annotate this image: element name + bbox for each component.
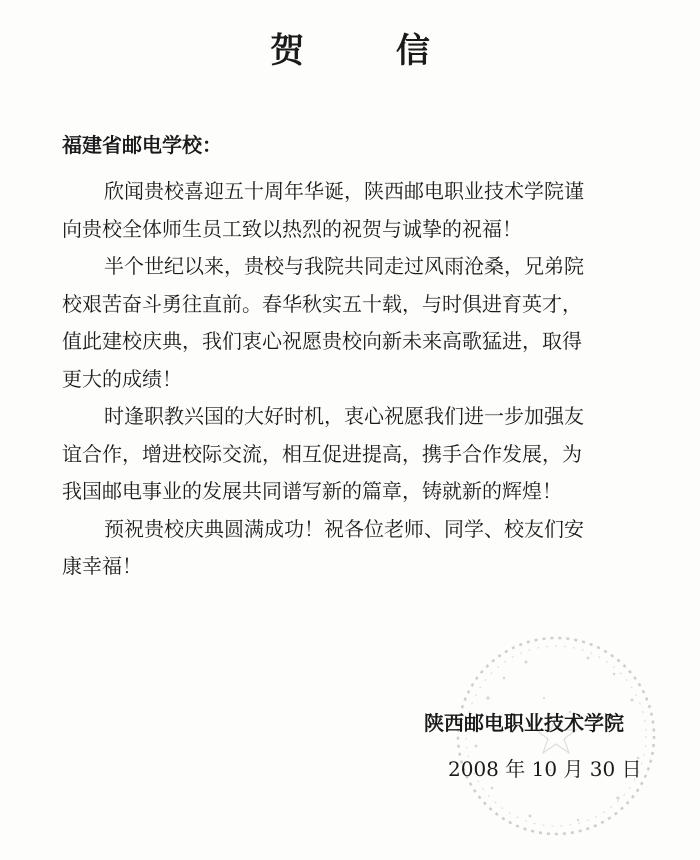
letter-title: 贺 信 xyxy=(270,31,470,71)
paragraph-line: 我国邮电事业的发展共同谱写新的篇章，铸就新的辉煌！ xyxy=(62,479,562,503)
signature-date: 2008 年 10 月 30 日 xyxy=(448,757,642,781)
paragraph-line: 谊合作，增进校际交流，相互促进提高，携手合作发展，为 xyxy=(62,441,582,466)
paragraph-line: 时逢职教兴国的大好时机，衷心祝愿我们进一步加强友 xyxy=(104,404,584,428)
paragraph-1 xyxy=(62,173,672,248)
paragraph-line: 半个世纪以来，贵校与我院共同走过风雨沧桑，兄弟院 xyxy=(104,254,584,278)
paragraph-2 xyxy=(62,248,672,398)
paragraph-line: 欣闻贵校喜迎五十周年华诞，陕西邮电职业技术学院谨 xyxy=(104,179,584,203)
paragraph-3 xyxy=(62,398,672,511)
paragraph-line: 更大的成绩！ xyxy=(62,366,182,391)
salutation: 福建省邮电学校： xyxy=(62,133,222,157)
letter-body xyxy=(62,173,672,586)
paragraph-line: 向贵校全体师生员工致以热烈的祝贺与诚挚的祝福！ xyxy=(62,216,522,241)
paragraph-4 xyxy=(62,511,672,586)
paragraph-line: 校艰苦奋斗勇往直前。春华秋实五十载，与时俱进育英才， xyxy=(62,291,582,316)
paragraph-line: 预祝贵校庆典圆满成功！祝各位老师、同学、校友们安 xyxy=(104,516,584,541)
signature-organization: 陕西邮电职业技术学院 xyxy=(424,711,624,735)
paragraph-line: 值此建校庆典，我们衷心祝愿贵校向新未来高歌猛进，取得 xyxy=(62,329,582,353)
paragraph-line: 康幸福！ xyxy=(62,554,142,578)
